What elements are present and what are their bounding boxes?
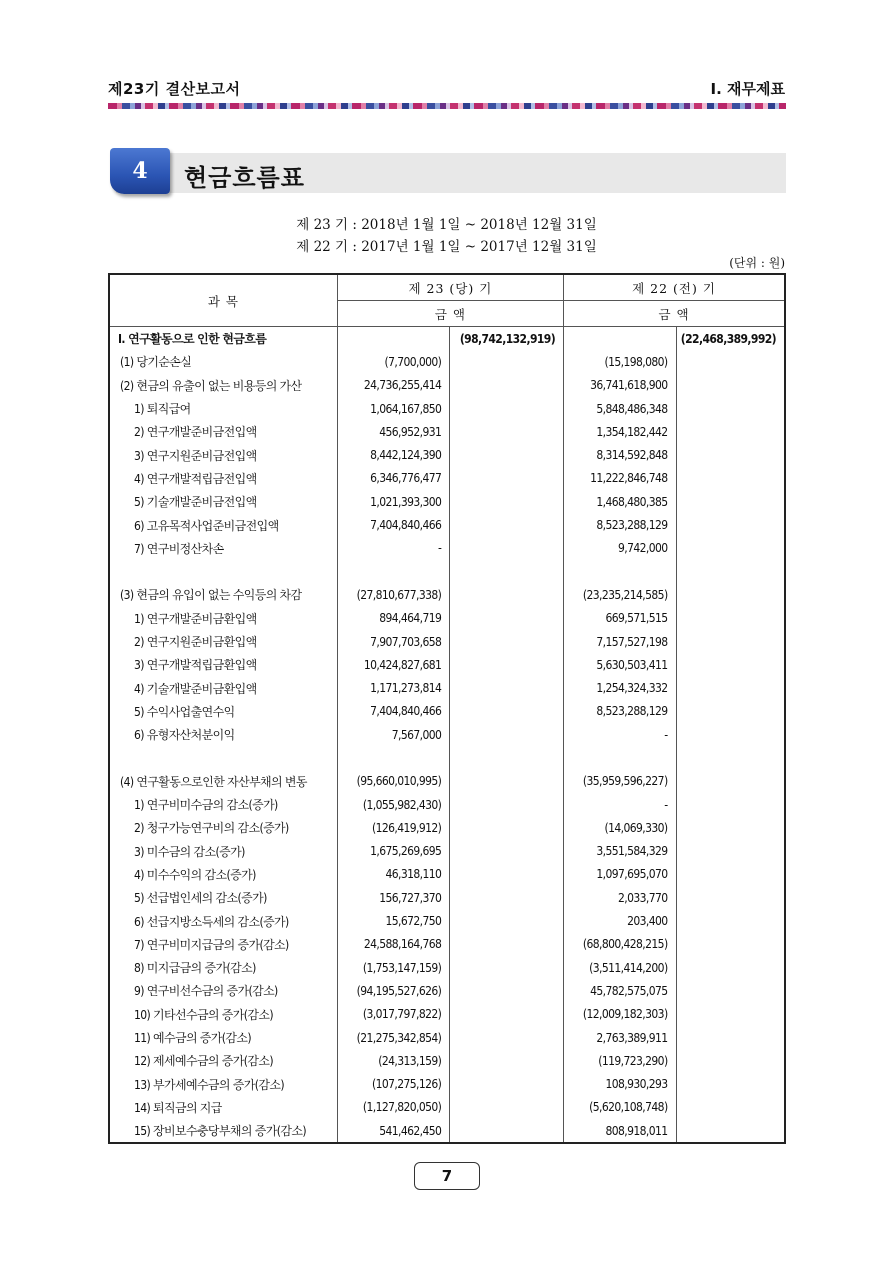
table-row [109,886,785,909]
current-total-amount [450,723,564,746]
current-detail-amount: 7,404,840,466 [337,513,450,536]
table-row [109,770,785,793]
current-detail-amount [337,746,450,769]
table-row [109,676,785,699]
current-detail-amount: 8,442,124,390 [337,443,450,466]
row-label: 12) 제세예수금의 증가(감소) [134,1054,273,1069]
prior-detail-amount: (68,800,428,215) [564,933,677,956]
header-current-amount: 금 액 [337,301,563,327]
prior-detail-amount: (3,511,414,200) [564,956,677,979]
table-row [109,1119,785,1143]
table-row [109,816,785,839]
prior-total-amount [676,676,785,699]
table-row [109,1026,785,1049]
prior-total-amount [676,1096,785,1119]
header-prior-amount: 금 액 [564,301,785,327]
table-row [109,374,785,397]
current-total-amount [450,630,564,653]
table-body [109,327,785,1144]
row-label: 5) 수익사업출연수익 [134,704,235,719]
row-label: 1) 연구개발준비금환입액 [134,611,257,626]
current-total-amount [450,467,564,490]
current-total-amount [450,490,564,513]
current-total-amount [450,1073,564,1096]
prior-total-amount [676,770,785,793]
current-total-amount [450,607,564,630]
prior-total-amount [676,1003,785,1026]
prior-detail-amount: 5,848,486,348 [564,397,677,420]
table-row [109,700,785,723]
prior-total-amount [676,1119,785,1143]
current-total-amount [450,909,564,932]
table-row [109,1073,785,1096]
page-number: 7 [414,1162,480,1190]
table-row [109,350,785,373]
current-total-amount [450,956,564,979]
row-label: 4) 미수수익의 감소(증가) [134,867,256,882]
table-row [109,723,785,746]
prior-detail-amount: 45,782,575,075 [564,979,677,1002]
period-current: 제 23 기 : 2018년 1월 1일 ~ 2018년 12월 31일 [296,217,597,233]
prior-detail-amount: 203,400 [564,909,677,932]
table-row [109,863,785,886]
table-row [109,909,785,932]
prior-detail-amount: 1,354,182,442 [564,420,677,443]
header-current-period: 제 23 (당) 기 [337,274,563,301]
prior-detail-amount: - [564,723,677,746]
table-row [109,490,785,513]
current-detail-amount: 15,672,750 [337,909,450,932]
prior-detail-amount: 8,314,592,848 [564,443,677,466]
table-row [109,560,785,583]
current-detail-amount: (107,275,126) [337,1073,450,1096]
prior-total-amount [676,467,785,490]
current-total-amount [450,816,564,839]
prior-detail-amount: 669,571,515 [564,607,677,630]
prior-detail-amount: 36,741,618,900 [564,374,677,397]
row-label: Ⅰ. 연구활동으로 인한 현금흐름 [118,332,267,347]
current-detail-amount: (21,275,342,854) [337,1026,450,1049]
current-detail-amount: (126,419,912) [337,816,450,839]
current-total-amount [450,840,564,863]
prior-total-amount [676,537,785,560]
row-label: (4) 연구활동으로인한 자산부채의 변동 [120,774,307,789]
unit-label: (단위 : 원) [729,256,785,270]
current-detail-amount: (94,195,527,626) [337,979,450,1002]
header-stripe [108,103,786,109]
current-total-amount [450,583,564,606]
prior-total-amount [676,630,785,653]
table-row [109,420,785,443]
prior-total-amount [676,1073,785,1096]
prior-detail-amount [564,746,677,769]
current-total-amount [450,863,564,886]
current-total-amount [450,397,564,420]
prior-detail-amount [564,327,677,351]
row-label: 9) 연구비선수금의 증가(감소) [134,984,278,999]
prior-detail-amount: 108,930,293 [564,1073,677,1096]
current-detail-amount: - [337,537,450,560]
current-total-amount [450,1003,564,1026]
row-label: (1) 당기순손실 [120,355,192,370]
row-label: 2) 연구지원준비금환입액 [134,635,257,649]
row-label: 3) 연구지원준비금전입액 [134,448,257,463]
current-detail-amount: 541,462,450 [337,1119,450,1143]
current-detail-amount [337,327,450,351]
table-row [109,443,785,466]
current-total-amount [450,350,564,373]
prior-total-amount [676,583,785,606]
current-total-amount [450,700,564,723]
row-label: (2) 현금의 유출이 없는 비용등의 가산 [120,378,302,393]
prior-detail-amount: 1,254,324,332 [564,676,677,699]
prior-total-amount [676,746,785,769]
header-subject: 과 목 [109,274,337,327]
prior-total-amount [676,863,785,886]
row-label: 5) 선급법인세의 감소(증가) [134,891,267,906]
prior-total-amount: (22,468,389,992) [676,327,785,351]
header-prior-period: 제 22 (전) 기 [564,274,785,301]
prior-detail-amount: (119,723,290) [564,1049,677,1072]
table-row [109,653,785,676]
current-detail-amount: 1,064,167,850 [337,397,450,420]
current-total-amount [450,770,564,793]
prior-detail-amount: (15,198,080) [564,350,677,373]
prior-total-amount [676,816,785,839]
row-label: 1) 퇴직급여 [134,402,191,417]
prior-detail-amount [564,560,677,583]
current-detail-amount: 1,675,269,695 [337,840,450,863]
prior-detail-amount: 2,763,389,911 [564,1026,677,1049]
current-detail-amount: (24,313,159) [337,1049,450,1072]
prior-total-amount [676,956,785,979]
prior-total-amount [676,979,785,1002]
current-detail-amount [337,560,450,583]
current-total-amount: (98,742,132,919) [450,327,564,351]
row-label: 6) 선급지방소득세의 감소(증가) [134,914,289,929]
prior-detail-amount: 2,033,770 [564,886,677,909]
prior-total-amount [676,886,785,909]
prior-total-amount [676,443,785,466]
current-total-amount [450,793,564,816]
prior-detail-amount: (23,235,214,585) [564,583,677,606]
chapter-title: Ⅰ. 재무제표 [710,80,785,98]
table-row [109,1003,785,1026]
current-detail-amount: 24,588,164,768 [337,933,450,956]
prior-detail-amount: 9,742,000 [564,537,677,560]
prior-detail-amount: 8,523,288,129 [564,700,677,723]
prior-detail-amount: 7,157,527,198 [564,630,677,653]
prior-total-amount [676,793,785,816]
prior-detail-amount: 5,630,503,411 [564,653,677,676]
current-total-amount [450,1096,564,1119]
current-total-amount [450,676,564,699]
row-label: 11) 예수금의 증가(감소) [134,1031,251,1046]
prior-total-amount [676,490,785,513]
current-total-amount [450,653,564,676]
prior-total-amount [676,933,785,956]
current-detail-amount: (1,753,147,159) [337,956,450,979]
table-row [109,327,785,351]
current-total-amount [450,513,564,536]
prior-detail-amount: 1,468,480,385 [564,490,677,513]
current-detail-amount: 6,346,776,477 [337,467,450,490]
section-number-badge: 4 [110,148,170,194]
table-row [109,630,785,653]
prior-detail-amount: 3,551,584,329 [564,840,677,863]
current-total-amount [450,1049,564,1072]
current-total-amount [450,560,564,583]
prior-detail-amount: (14,069,330) [564,816,677,839]
row-label: 1) 연구비미수금의 감소(증가) [134,798,278,813]
prior-detail-amount: 808,918,011 [564,1119,677,1143]
prior-total-amount [676,700,785,723]
row-label: 3) 미수금의 감소(증가) [134,844,245,859]
prior-total-amount [676,1049,785,1072]
prior-total-amount [676,513,785,536]
table-row [109,956,785,979]
table-row [109,1049,785,1072]
table-row [109,607,785,630]
prior-detail-amount: 11,222,846,748 [564,467,677,490]
prior-total-amount [676,1026,785,1049]
table-row [109,537,785,560]
table-row [109,513,785,536]
row-label [109,560,337,583]
cash-flow-table [108,273,786,1144]
prior-total-amount [676,723,785,746]
prior-detail-amount: (35,959,596,227) [564,770,677,793]
current-detail-amount: (3,017,797,822) [337,1003,450,1026]
current-detail-amount: 1,021,393,300 [337,490,450,513]
current-detail-amount: 10,424,827,681 [337,653,450,676]
prior-detail-amount: (5,620,108,748) [564,1096,677,1119]
row-label [109,746,337,769]
row-label: 2) 청구가능연구비의 감소(증가) [134,821,289,836]
current-detail-amount: 894,464,719 [337,607,450,630]
table-row [109,793,785,816]
current-detail-amount: 24,736,255,414 [337,374,450,397]
table-row [109,746,785,769]
current-detail-amount: 46,318,110 [337,863,450,886]
table-row [109,840,785,863]
report-title: 제23기 결산보고서 [108,80,241,98]
row-label: 15) 장비보수충당부채의 증가(감소) [134,1124,306,1139]
prior-total-amount [676,420,785,443]
row-label: 7) 연구비미지급금의 증가(감소) [134,937,289,952]
current-total-amount [450,979,564,1002]
current-detail-amount: (95,660,010,995) [337,770,450,793]
current-total-amount [450,1026,564,1049]
current-detail-amount: (1,127,820,050) [337,1096,450,1119]
row-label: 10) 기타선수금의 증가(감소) [134,1007,273,1022]
row-label: 14) 퇴직금의 지급 [134,1100,222,1115]
prior-total-amount [676,560,785,583]
table-row [109,583,785,606]
current-detail-amount: 456,952,931 [337,420,450,443]
row-label: 7) 연구비정산차손 [134,541,224,556]
table-row [109,467,785,490]
row-label: 2) 연구개발준비금전입액 [134,425,257,440]
current-detail-amount: (27,810,677,338) [337,583,450,606]
prior-detail-amount: (12,009,182,303) [564,1003,677,1026]
current-total-amount [450,374,564,397]
prior-total-amount [676,909,785,932]
current-detail-amount: (7,700,000) [337,350,450,373]
current-total-amount [450,933,564,956]
row-label: 13) 부가세예수금의 증가(감소) [134,1077,284,1092]
row-label: 3) 연구개발적립금환입액 [134,658,257,673]
current-total-amount [450,746,564,769]
prior-total-amount [676,374,785,397]
prior-detail-amount: 8,523,288,129 [564,513,677,536]
current-total-amount [450,443,564,466]
current-total-amount [450,1119,564,1143]
prior-total-amount [676,653,785,676]
current-detail-amount: 156,727,370 [337,886,450,909]
current-detail-amount: 7,907,703,658 [337,630,450,653]
table-row [109,397,785,420]
row-label: (3) 현금의 유입이 없는 수익등의 차감 [120,588,302,603]
prior-total-amount [676,607,785,630]
prior-total-amount [676,397,785,420]
current-total-amount [450,420,564,443]
row-label: 8) 미지급금의 증가(감소) [134,961,256,976]
row-label: 5) 기술개발준비금전입액 [134,495,257,510]
current-total-amount [450,537,564,560]
prior-total-amount [676,840,785,863]
prior-detail-amount: 1,097,695,070 [564,863,677,886]
row-label: 4) 기술개발준비금환입액 [134,681,257,696]
period-prior: 제 22 기 : 2017년 1월 1일 ~ 2017년 12월 31일 [296,239,597,255]
current-total-amount [450,886,564,909]
current-detail-amount: 7,404,840,466 [337,700,450,723]
prior-total-amount [676,350,785,373]
table-row [109,933,785,956]
row-label: 4) 연구개발적립금전입액 [134,471,257,486]
row-label: 6) 유형자산처분이익 [134,728,235,743]
current-detail-amount: (1,055,982,430) [337,793,450,816]
table-row [109,979,785,1002]
section-title: 현금흐름표 [184,164,305,192]
current-detail-amount: 1,171,273,814 [337,676,450,699]
table-row [109,1096,785,1119]
row-label: 6) 고유목적사업준비금전입액 [134,518,279,533]
current-detail-amount: 7,567,000 [337,723,450,746]
prior-detail-amount: - [564,793,677,816]
